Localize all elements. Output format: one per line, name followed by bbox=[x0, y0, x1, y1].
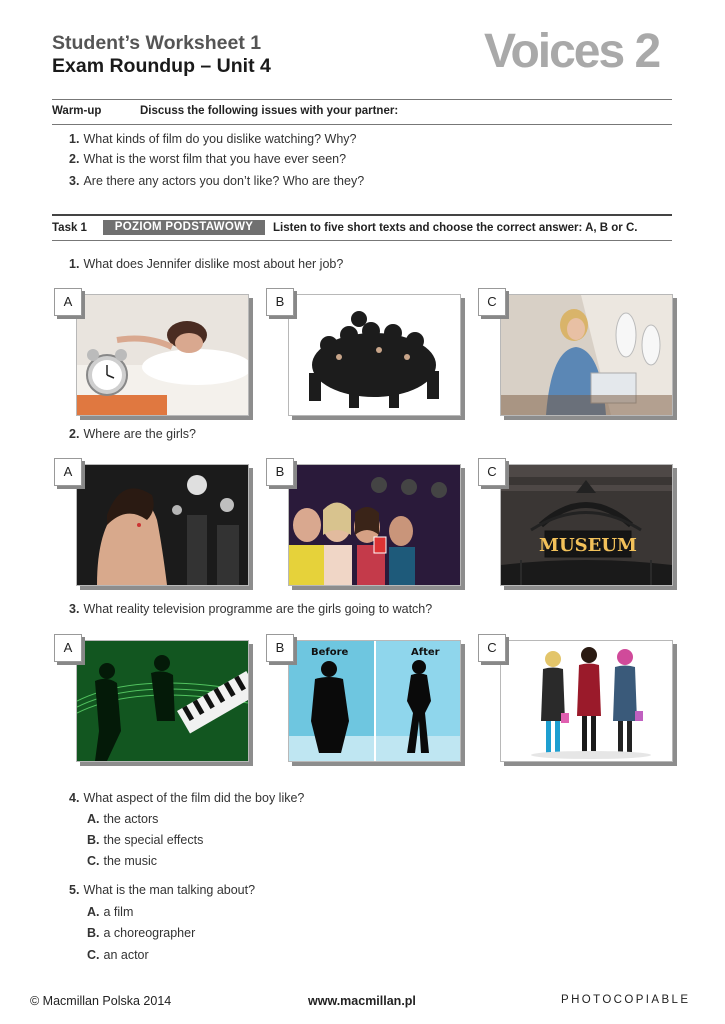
option-letter: A. bbox=[87, 905, 100, 919]
level-badge: POZIOM PODSTAWOWY bbox=[103, 220, 265, 235]
photographers-crowd-picture bbox=[289, 295, 460, 415]
task-question-3 bbox=[69, 603, 432, 616]
option-letter-a: A bbox=[54, 288, 82, 316]
before-after-makeover-picture bbox=[289, 641, 460, 761]
option-text: a choreographer bbox=[103, 926, 196, 940]
task-question-2 bbox=[69, 428, 196, 441]
option-picture-red-carpet[interactable] bbox=[76, 464, 249, 586]
answer-option[interactable] bbox=[87, 813, 158, 826]
answer-option[interactable] bbox=[87, 906, 133, 919]
option-letter-b: B bbox=[266, 288, 294, 316]
task-question-4 bbox=[69, 792, 304, 805]
question-text: What reality television programme are the girls going to watch? bbox=[83, 602, 433, 616]
option-letter: B. bbox=[87, 833, 100, 847]
task-question-5 bbox=[69, 884, 255, 897]
option-picture-cinema[interactable] bbox=[288, 464, 461, 586]
answer-option[interactable] bbox=[87, 949, 149, 962]
question-number: 4. bbox=[69, 791, 80, 805]
option-letter: C. bbox=[87, 948, 100, 962]
option-text: an actor bbox=[103, 948, 149, 962]
girls-in-cinema-picture bbox=[289, 465, 460, 585]
option-picture-airplane[interactable] bbox=[500, 294, 673, 416]
task-label: Task 1 bbox=[52, 222, 87, 234]
option-letter: A. bbox=[87, 812, 100, 826]
option-letter-c: C bbox=[478, 458, 506, 486]
businesswoman-plane-picture bbox=[501, 295, 672, 415]
warmup-question bbox=[69, 133, 356, 146]
worksheet-title: Student’s Worksheet 1 bbox=[52, 32, 262, 54]
option-picture-paparazzi[interactable] bbox=[288, 294, 461, 416]
option-letter-b: B bbox=[266, 634, 294, 662]
question-number: 3. bbox=[69, 174, 80, 188]
option-text: a film bbox=[103, 905, 134, 919]
museum-sign-picture bbox=[501, 465, 672, 585]
voices-logo: Voices 2 bbox=[484, 25, 660, 78]
answer-option[interactable] bbox=[87, 834, 203, 847]
warmup-instruction: Discuss the following issues with your partner: bbox=[140, 105, 399, 117]
three-fashion-girls-picture bbox=[501, 641, 672, 761]
before-label: Before bbox=[311, 647, 349, 658]
divider bbox=[52, 99, 672, 100]
option-letter-c: C bbox=[478, 634, 506, 662]
question-number: 2. bbox=[69, 152, 80, 166]
question-number: 1. bbox=[69, 257, 80, 271]
option-picture-alarm-clock[interactable] bbox=[76, 294, 249, 416]
music-silhouettes-picture bbox=[77, 641, 248, 761]
answer-option[interactable] bbox=[87, 855, 157, 868]
question-text: What kinds of film do you dislike watching? Why? bbox=[83, 132, 357, 146]
option-letter-b: B bbox=[266, 458, 294, 486]
question-text: Where are the girls? bbox=[83, 427, 196, 441]
copyright-notice: © Macmillan Polska 2014 bbox=[30, 994, 172, 1008]
photocopiable-label: PHOTOCOPIABLE bbox=[561, 994, 691, 1006]
question-text: What does Jennifer dislike most about her job? bbox=[83, 257, 344, 271]
option-letter-a: A bbox=[54, 458, 82, 486]
option-letter-c: C bbox=[478, 288, 506, 316]
divider bbox=[52, 240, 672, 241]
museum-sign-text: MUSEUM bbox=[539, 535, 637, 556]
option-picture-museum[interactable] bbox=[500, 464, 673, 586]
option-picture-fashion[interactable] bbox=[500, 640, 673, 762]
question-text: What is the man talking about? bbox=[83, 883, 256, 897]
after-label: After bbox=[411, 647, 440, 658]
worksheet-subtitle: Exam Roundup – Unit 4 bbox=[52, 55, 271, 77]
question-number: 5. bbox=[69, 883, 80, 897]
option-letter-a: A bbox=[54, 634, 82, 662]
divider bbox=[52, 124, 672, 125]
question-text: Are there any actors you don’t like? Who are they? bbox=[83, 174, 365, 188]
warmup-question bbox=[69, 175, 364, 188]
task-instruction: Listen to five short texts and choose the correct answer: A, B or C. bbox=[273, 222, 638, 234]
woman-at-premiere-picture bbox=[77, 465, 248, 585]
option-picture-makeover[interactable] bbox=[288, 640, 461, 762]
publisher-url[interactable]: www.macmillan.pl bbox=[308, 994, 416, 1008]
question-number: 2. bbox=[69, 427, 80, 441]
option-letter: C. bbox=[87, 854, 100, 868]
warmup-label: Warm-up bbox=[52, 105, 102, 117]
answer-option[interactable] bbox=[87, 927, 195, 940]
question-number: 1. bbox=[69, 132, 80, 146]
option-text: the actors bbox=[103, 812, 159, 826]
divider bbox=[52, 214, 672, 216]
task-question-1 bbox=[69, 258, 343, 271]
sleeping-woman-alarm-clock-picture bbox=[77, 295, 248, 415]
question-text: What is the worst film that you have ever seen? bbox=[83, 152, 347, 166]
warmup-question bbox=[69, 153, 346, 166]
option-text: the music bbox=[103, 854, 157, 868]
option-text: the special effects bbox=[103, 833, 204, 847]
option-picture-music-show[interactable] bbox=[76, 640, 249, 762]
question-number: 3. bbox=[69, 602, 80, 616]
question-text: What aspect of the film did the boy like? bbox=[83, 791, 305, 805]
option-letter: B. bbox=[87, 926, 100, 940]
